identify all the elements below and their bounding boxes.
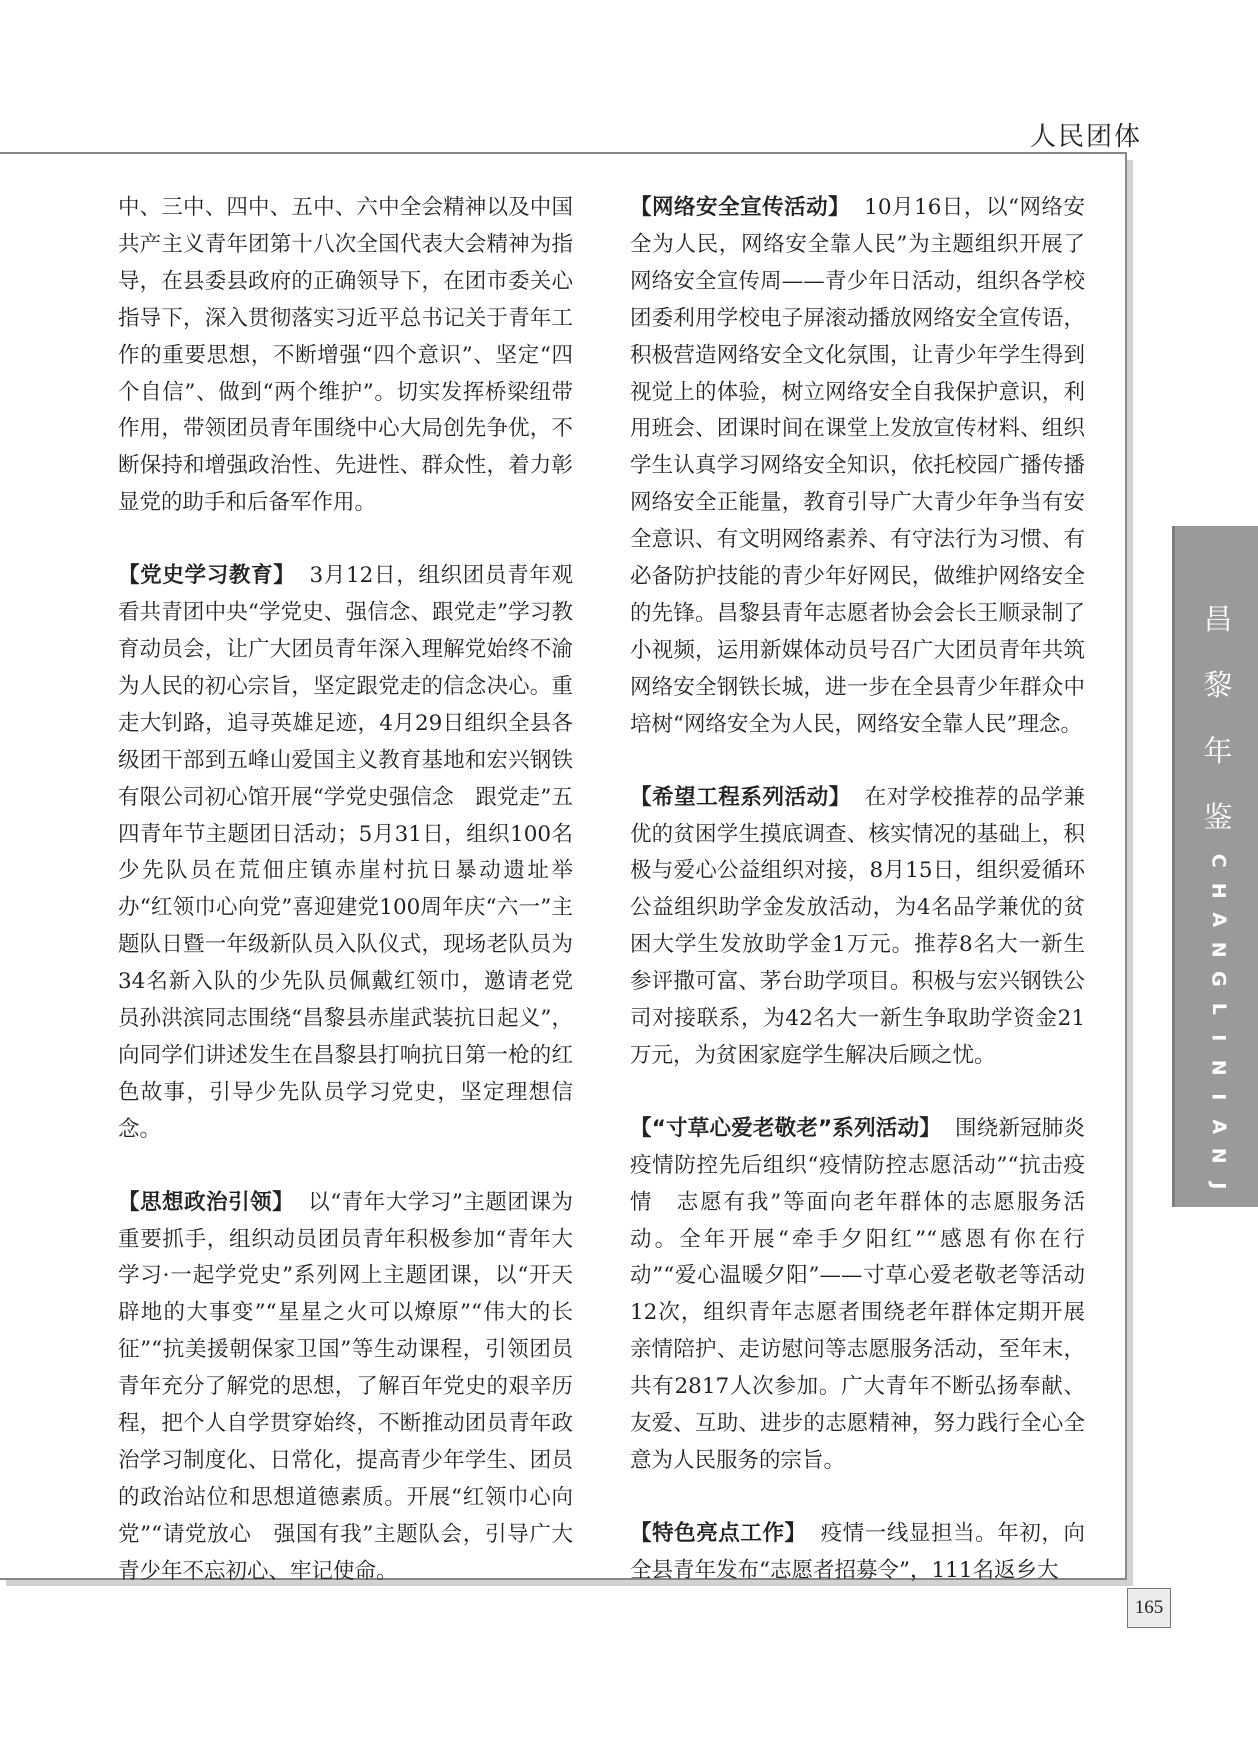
paragraph-heading: 【网络安全宣传活动】	[630, 195, 851, 220]
side-tab-letter: A	[1207, 912, 1230, 928]
side-tab-letter: I	[1207, 1034, 1230, 1042]
side-tab-char: 昌	[1203, 602, 1233, 636]
side-tab-letter: A	[1207, 1236, 1230, 1252]
hope-project-paragraph	[630, 780, 1085, 1075]
party-history-paragraph	[118, 558, 573, 1149]
paragraph-body: 3月12日，组织团员青年观看共青团中央“学党史、强信念、跟党走”学习教育动员会，让广大团员青年深入理解党始终不渝为人民的初心宗旨，坚定跟党走的信念决心。重走大钊路，追寻英雄足迹，4月29日组织全县各级团干部到五峰山爱国主义教育基地和宏兴钢铁有限公司初心馆开展“学党史强信念 跟党走”五四青年节主题团日活动；5月31日，组织100名少先队员在荒佃庄镇赤崖村抗日暴动遗址举办“红领巾心向党”喜迎建党100周年庆“六一”主题队日暨一年级新队员入队仪式，现场老队员为34名新入队的少先队员佩戴红领巾，邀请老党员孙洪滨同志围绕“昌黎县赤崖武装抗日起义”，向同学们讲述发生在昌黎县打响抗日第一枪的红色故事，引导少先队员学习党史，坚定理想信念。	[118, 563, 573, 1142]
side-tab-letter: G	[1207, 970, 1230, 987]
paragraph-heading: 【思想政治引领】	[118, 1189, 295, 1215]
side-tab-char: 鉴	[1203, 800, 1233, 834]
yearbook-side-tab	[1172, 526, 1258, 1282]
paragraph-body: 疫情一线显担当。年初，向全县青年发布“志愿者招募令”，111名返乡大	[630, 1520, 1085, 1583]
side-tab-letter: I	[1207, 1093, 1230, 1101]
section-title: 人民团体	[1030, 122, 1143, 152]
side-tab-letter: N	[1207, 1147, 1230, 1164]
side-tab-chinese-title	[1175, 586, 1258, 850]
highlights-paragraph	[630, 1516, 1085, 1590]
left-column	[118, 190, 573, 1627]
right-column	[630, 190, 1085, 1626]
side-tab-char: 年	[1203, 734, 1233, 768]
elderly-care-paragraph	[630, 1111, 1085, 1480]
side-tab-pinyin-title	[1175, 846, 1258, 1289]
page-number: 165	[1127, 1588, 1171, 1628]
side-tab-letter: C	[1207, 853, 1230, 868]
cyber-security-paragraph	[630, 190, 1085, 744]
paragraph-heading: 【“寸草心爱老敬老”系列活动】	[630, 1115, 941, 1141]
side-tab-letter: J	[1207, 1181, 1230, 1189]
side-tab-char: 黎	[1203, 668, 1233, 702]
paragraph-body: 以“青年大学习”主题团课为重要抓手，组织动员团员青年积极参加“青年大学习·一起学党史”系列网上主题团课，以“开天辟地的大事变”“星星之火可以燎原”“伟大的长征”“抗美援朝保家卫国”等生动课程，引领团员青年充分了解党的思想，了解百年党史的艰辛历程，把个人自学贯穿始终，不断推动团员青年政治学习制度化、日常化，提高青少年学生、团员的政治站位和思想道德素质。开展“红领巾心向党”“请党放心 强国有我”主题队会，引导广大青少年不忘初心、牢记使命。	[118, 1189, 573, 1584]
side-tab-letter: N	[1207, 1059, 1230, 1076]
paragraph-body: 10月16日，以“网络安全为人民，网络安全靠人民”为主题组织开展了网络安全宣传周——青少年日活动，组织各学校团委利用学校电子屏滚动播放网络安全宣传语，积极营造网络安全文化氛围，让青少年学生得到视觉上的体验，树立网络安全自我保护意识，利用班会、团课时间在课堂上发放宣传材料、组织学生认真学习网络安全知识，依托校园广播传播网络安全正能量，教育引导广大青少年争当有安全意识、有文明网络素养、有守法行为习惯、有必备防护技能的青少年好网民，做维护网络安全的先锋。昌黎县青年志愿者协会会长王顺录制了小视频，运用新媒体动员号召广大团员青年共筑网络安全钢铁长城，进一步在全县青少年群众中培树“网络安全为人民，网络安全靠人民”理念。	[630, 195, 1085, 737]
ideology-paragraph	[118, 1185, 573, 1591]
frame-shadow-right	[1127, 160, 1133, 1586]
side-tab-letter: A	[1207, 1118, 1230, 1134]
side-tab-letter: N	[1207, 941, 1230, 958]
side-tab-letter: H	[1207, 882, 1230, 899]
paragraph-body: 围绕新冠肺炎疫情防控先后组织“疫情防控志愿活动”“抗击疫情 志愿有我”等面向老年群体的志愿服务活动。全年开展“牵手夕阳红”“感恩有你在行动”“爱心温暖夕阳”——寸草心爱老敬老等活动12次，组织青年志愿者围绕老年群体定期开展亲情陪护、走访慰问等志愿服务活动，至年末，共有2817人次参加。广大青年不断弘扬奉献、友爱、互助、进步的志愿精神，努力践行全心全意为人民服务的宗旨。	[630, 1115, 1085, 1473]
paragraph-heading: 【特色亮点工作】	[630, 1520, 807, 1546]
paragraph-body: 中、三中、四中、五中、六中全会精神以及中国共产主义青年团第十八次全国代表大会精神为指导，在县委县政府的正确领导下，在团市委关心指导下，深入贯彻落实习近平总书记关于青年工作的重要思想，不断增强“四个意识”、坚定“四个自信”、做到“两个维护”。切实发挥桥梁纽带作用，带领团员青年围绕中心大局创先争优，不断保持和增强政治性、先进性、群众性，着力彰显党的助手和后备军作用。	[118, 195, 573, 516]
side-tab-letter: I	[1207, 1211, 1230, 1219]
frame-top-rule	[0, 152, 1127, 154]
paragraph-heading: 【党史学习教育】	[118, 563, 296, 589]
side-tab-letter: L	[1207, 1002, 1230, 1015]
paragraph-heading: 【希望工程系列活动】	[630, 784, 851, 810]
paragraph-body: 在对学校推荐的品学兼优的贫困学生摸底调查、核实情况的基础上，积极与爱心公益组织对接，8月15日，组织爱循环公益组织助学金发放活动，为4名品学兼优的贫困大学生发放助学金1万元。推荐8名大一新生参评撒可富、茅台助学项目。积极与宏兴钢铁公司对接联系，为42名大一新生争取助学资金21万元，为贫困家庭学生解决后顾之忧。	[630, 784, 1085, 1068]
side-tab-letter: N	[1207, 1265, 1230, 1282]
intro-paragraph	[118, 190, 573, 522]
